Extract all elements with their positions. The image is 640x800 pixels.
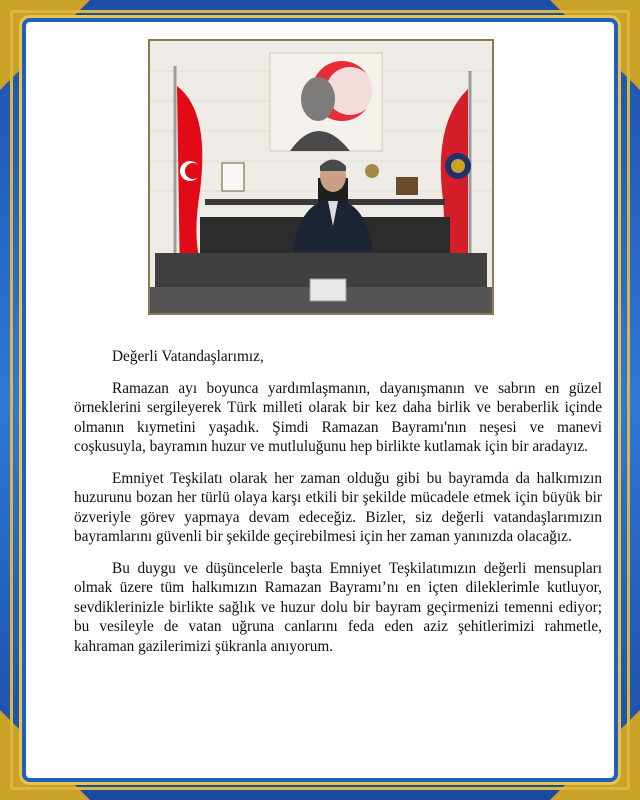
letter-card [26, 22, 614, 778]
letter-paragraph-2: Emniyet Teşkilatı olarak her zaman olduğu gibi bu bayramda da halkımızın huzurunu bozan her türlü olaya karşı etkili bir şekilde mücadele etmek için büyük bir özveriyle görev yapmaya devam edeceğiz. Bizler, siz değerli vatandaşlarımızın bayramlarını güvenli bir şekilde geçirebilmesi için her zaman yanınızda olacağız. [74, 469, 602, 545]
portrait-icon [270, 53, 382, 151]
letter-paragraph-3: Bu duygu ve düşüncelerle başta Emniyet Teşkilatımızın değerli mensupları olmak üzere tüm halkımızın Ramazan Bayramı’nı en içten dileklerimle kutluyor, sevdiklerinizle birlikte sağlık ve huzur dolu bir bayram geçirmenizi temenni ediyor; bu vesileyle de vatan uğruna canlarını feda eden aziz şehitlerimizi rahmetle, kahraman gazilerimizi şükranla anıyorum. [74, 559, 602, 655]
letter-body [74, 347, 602, 668]
letter-greeting: Değerli Vatandaşlarımız, [112, 348, 264, 365]
office-photo [148, 39, 494, 315]
office-photo-illustration [150, 41, 492, 313]
letter-paragraph-1: Ramazan ayı boyunca yardımlaşmanın, dayanışmanın ve sabrın en güzel örneklerini sergileyerek Türk milleti olarak bir kez daha birlik ve beraberlik içinde olmanın kıymetini yaşadık. Şimdi Ramazan Bayramı'nın neşesi ve manevi coşkusuyla, bayramın huzur ve mutluluğunu hep birlikte kutlamak için bir aradayız. [74, 379, 602, 455]
